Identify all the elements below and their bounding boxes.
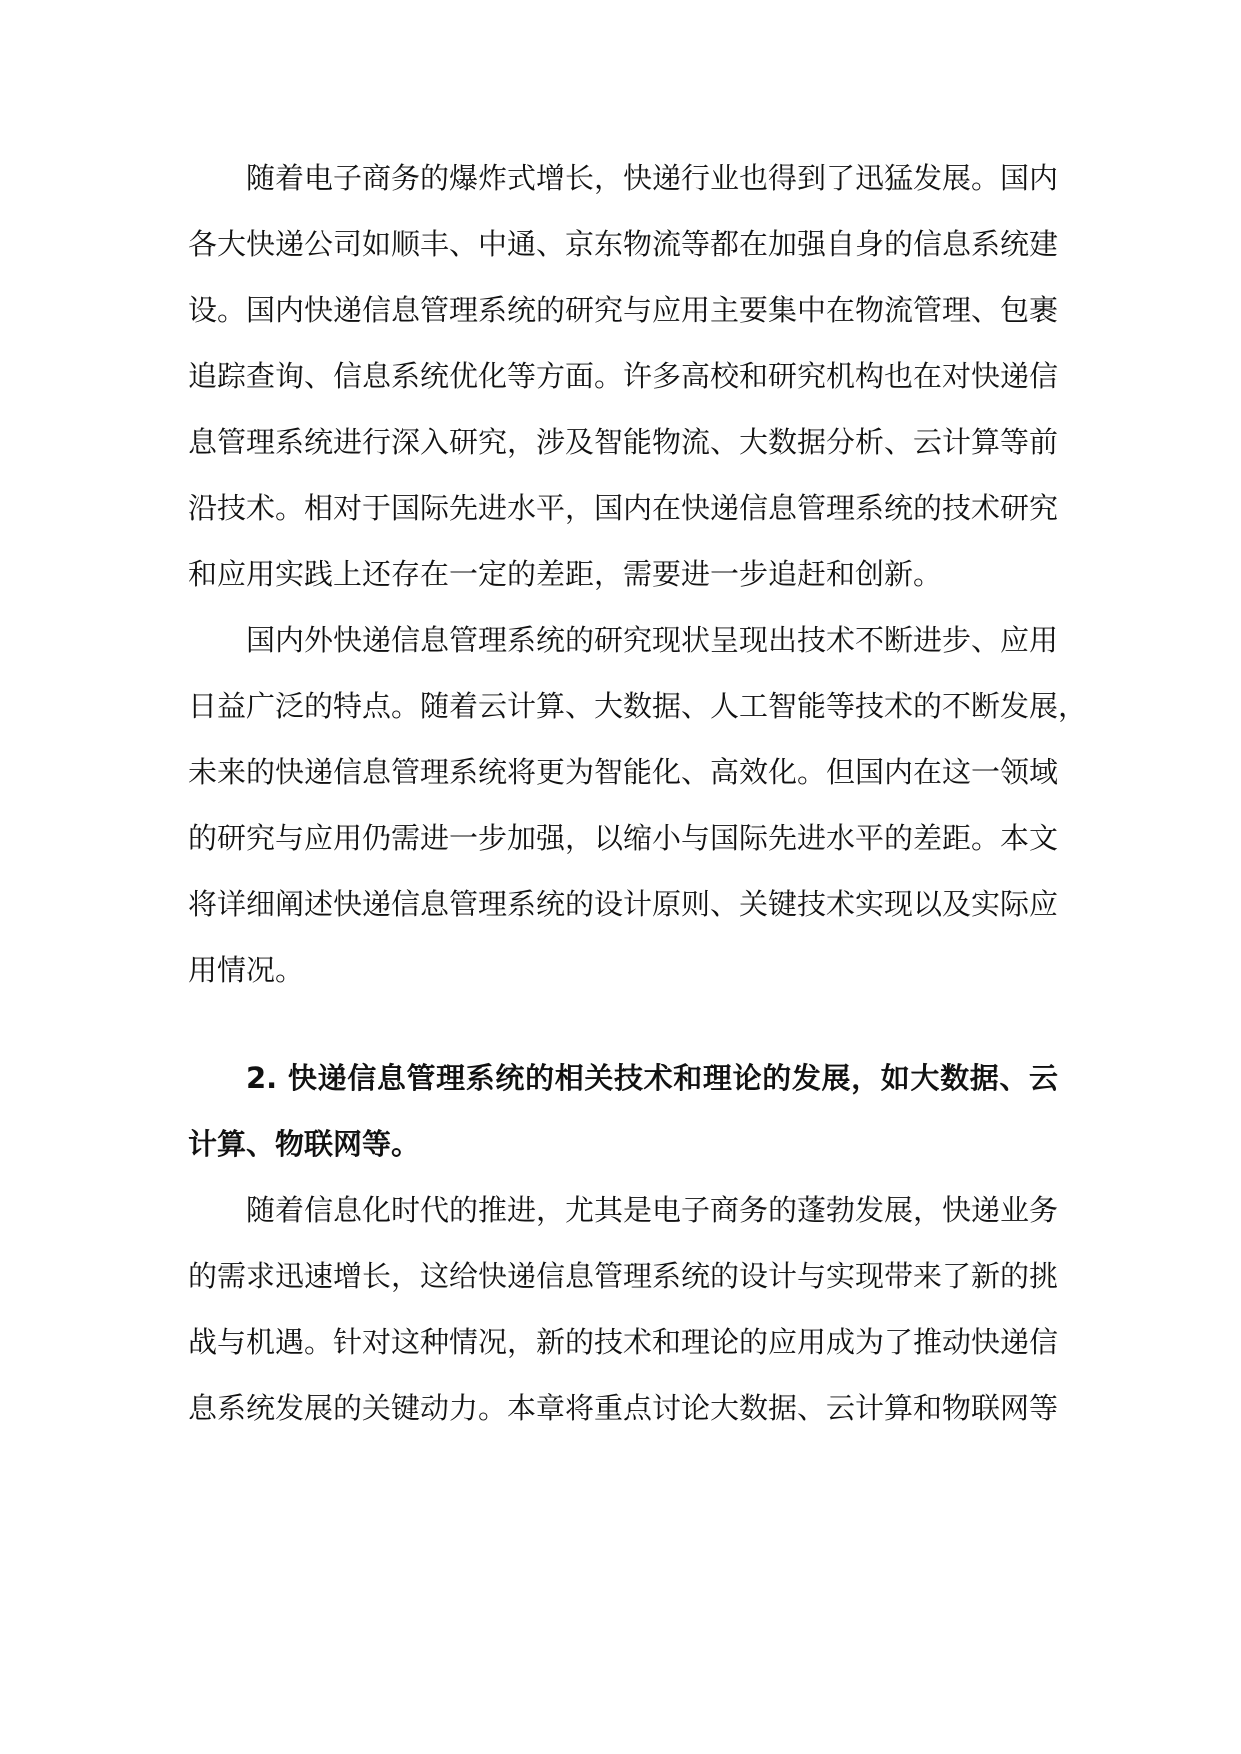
heading-line: 2. 快递信息管理系统的相关技术和理论的发展，如大数据、云 <box>246 1061 1058 1095</box>
section-heading <box>188 1045 1058 1177</box>
text-line: 各大快递公司如顺丰、中通、京东物流等都在加强自身的信息系统建 <box>188 227 1059 261</box>
text-line: 和应用实践上还存在一定的差距，需要进一步追赶和创新。 <box>188 557 943 591</box>
text-line: 息系统发展的关键动力。本章将重点讨论大数据、云计算和物联网等 <box>188 1391 1059 1425</box>
text-line: 日益广泛的特点。随着云计算、大数据、人工智能等技术的不断发展， <box>188 689 1088 723</box>
paragraph <box>188 607 1088 1003</box>
text-line: 追踪查询、信息系统优化等方面。许多高校和研究机构也在对快递信 <box>188 359 1059 393</box>
spacer <box>188 1003 1058 1045</box>
text-line: 随着信息化时代的推进，尤其是电子商务的蓬勃发展，快递业务 <box>246 1193 1059 1227</box>
text-line: 设。国内快递信息管理系统的研究与应用主要集中在物流管理、包裹 <box>188 293 1059 327</box>
text-line: 战与机遇。针对这种情况，新的技术和理论的应用成为了推动快递信 <box>188 1325 1059 1359</box>
text-line: 沿技术。相对于国际先进水平，国内在快递信息管理系统的技术研究 <box>188 491 1059 525</box>
paragraph <box>188 1177 1058 1441</box>
text-line: 未来的快递信息管理系统将更为智能化、高效化。但国内在这一领域 <box>188 755 1059 789</box>
document-body <box>188 145 1088 1441</box>
text-line: 国内外快递信息管理系统的研究现状呈现出技术不断进步、应用 <box>246 623 1059 657</box>
text-line: 的需求迅速增长，这给快递信息管理系统的设计与实现带来了新的挑 <box>188 1259 1059 1293</box>
text-line: 的研究与应用仍需进一步加强，以缩小与国际先进水平的差距。本文 <box>188 821 1059 855</box>
text-line: 将详细阐述快递信息管理系统的设计原则、关键技术实现以及实际应 <box>188 887 1059 921</box>
text-line: 用情况。 <box>188 953 305 987</box>
paragraph <box>188 145 1058 607</box>
heading-line: 计算、物联网等。 <box>188 1127 421 1161</box>
text-line: 随着电子商务的爆炸式增长，快递行业也得到了迅猛发展。国内 <box>246 161 1059 195</box>
text-line: 息管理系统进行深入研究，涉及智能物流、大数据分析、云计算等前 <box>188 425 1059 459</box>
